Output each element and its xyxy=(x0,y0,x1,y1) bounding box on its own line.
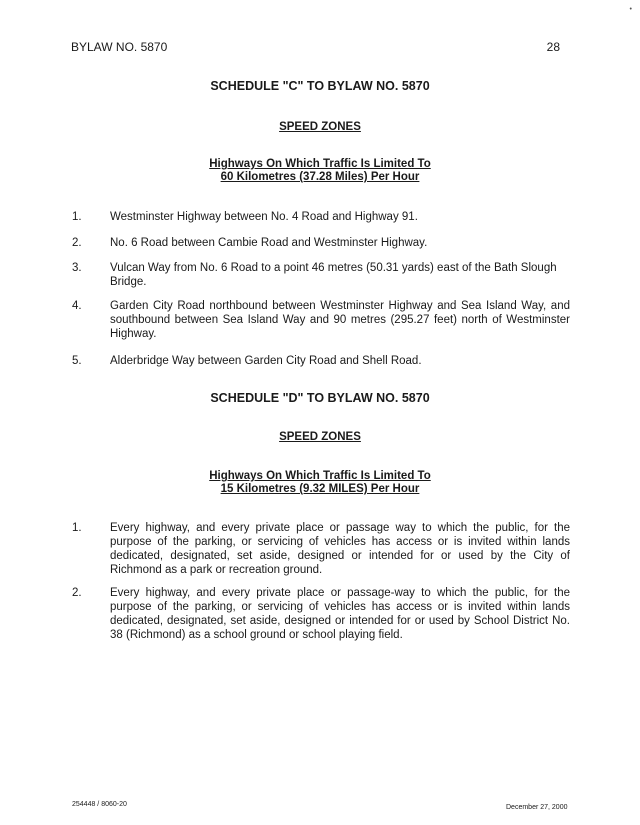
scan-mark: • xyxy=(629,6,632,13)
item-text: Alderbridge Way between Garden City Road and Shell Road. xyxy=(110,355,422,367)
bylaw-header: BYLAW NO. 5870 xyxy=(71,40,168,54)
item-text: Westminster Highway between No. 4 Road and Highway 91. xyxy=(110,211,418,223)
item-number: 2. xyxy=(72,237,82,249)
schedule-c-title: SCHEDULE "C" TO BYLAW NO. 5870 xyxy=(210,79,430,93)
page-number: 28 xyxy=(546,40,560,54)
schedule-d-heading-line1: Highways On Which Traffic Is Limited To xyxy=(209,470,431,482)
item-text: Every highway, and every private place or passage-way to which the public, for the purpose of the parking, or servicing of vehicles has access or is invited within lands dedicated, designated, set aside, designed or intended for or used by School District No. 38 (Richmond) as a school ground or school playing field. xyxy=(110,587,570,641)
item-number: 4. xyxy=(72,300,82,312)
schedule-d-heading xyxy=(0,470,640,496)
schedule-c-heading-line1: Highways On Which Traffic Is Limited To xyxy=(209,158,431,170)
item-number: 5. xyxy=(72,355,82,367)
item-number: 1. xyxy=(72,522,82,534)
schedule-d-heading-line2: 15 Kilometres (9.32 MILES) Per Hour xyxy=(220,483,420,495)
schedule-c-heading-line2: 60 Kilometres (37.28 Miles) Per Hour xyxy=(220,171,420,183)
document-reference: 254448 / 8060-20 xyxy=(72,801,127,808)
item-text: Vulcan Way from No. 6 Road to a point 46 metres (50.31 yards) east of the Bath Slough Bridge. xyxy=(110,262,557,288)
item-text: No. 6 Road between Cambie Road and Westminster Highway. xyxy=(110,237,428,249)
item-number: 3. xyxy=(72,262,82,274)
item-text: Every highway, and every private place or passage way to which the public, for the purpose of the parking, or servicing of vehicles has access or is invited within lands dedicated, designated, set aside, designed or intended for or used by the City of Richmond as a park or recreation ground. xyxy=(110,522,570,576)
item-text: Garden City Road northbound between Westminster Highway and Sea Island Way, and southbound between Sea Island Way and 90 metres (295.27 feet) north of Westminster Highway. xyxy=(110,300,570,340)
schedule-d-title: SCHEDULE "D" TO BYLAW NO. 5870 xyxy=(210,391,430,405)
item-number: 1. xyxy=(72,211,82,223)
schedule-d-subtitle: SPEED ZONES xyxy=(279,431,361,443)
item-number: 2. xyxy=(72,587,82,599)
schedule-c-heading xyxy=(0,158,640,184)
document-date: December 27, 2000 xyxy=(506,804,568,811)
schedule-c-subtitle: SPEED ZONES xyxy=(279,121,361,133)
